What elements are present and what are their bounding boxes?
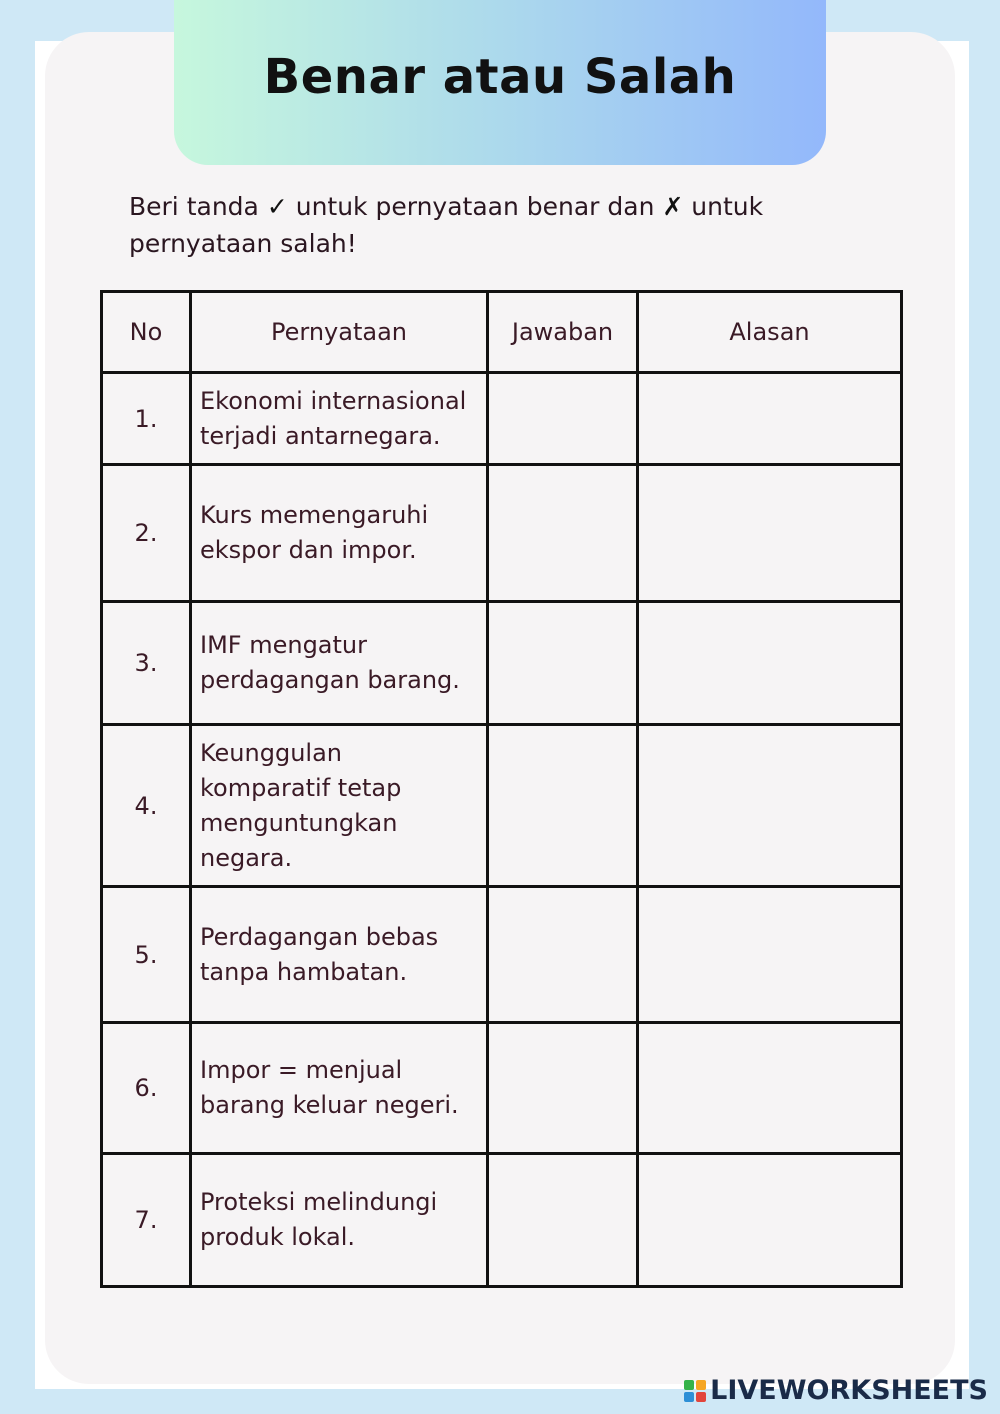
answer-cell[interactable] — [488, 465, 638, 602]
table-row — [102, 1154, 902, 1287]
reason-cell[interactable] — [638, 602, 902, 725]
row-number: 5. — [102, 887, 191, 1023]
answer-cell[interactable] — [488, 725, 638, 887]
title-banner — [174, 0, 826, 165]
logo-grid-icon — [684, 1380, 706, 1402]
table-row — [102, 602, 902, 725]
row-number: 3. — [102, 602, 191, 725]
table-row — [102, 1023, 902, 1154]
reason-cell[interactable] — [638, 725, 902, 887]
reason-cell[interactable] — [638, 1154, 902, 1287]
liveworksheets-logo — [684, 1375, 988, 1406]
cross-icon: ✗ — [662, 192, 684, 221]
reason-cell[interactable] — [638, 887, 902, 1023]
check-icon: ✓ — [266, 192, 288, 221]
table-header-row — [102, 292, 902, 373]
statement-cell: IMF mengatur perdagangan barang. — [191, 602, 488, 725]
statement-cell: Perdagangan bebas tanpa hambatan. — [191, 887, 488, 1023]
row-number: 6. — [102, 1023, 191, 1154]
statement-cell: Ekonomi internasional terjadi antarnegara. — [191, 373, 488, 465]
reason-cell[interactable] — [638, 373, 902, 465]
table-row — [102, 887, 902, 1023]
statement-cell: Keunggulan komparatif tetap menguntungkan negara. — [191, 725, 488, 887]
statement-cell: Kurs memengaruhi ekspor dan impor. — [191, 465, 488, 602]
reason-cell[interactable] — [638, 465, 902, 602]
header-pernyataan: Pernyataan — [191, 292, 488, 373]
page-title: Benar atau Salah — [263, 48, 737, 105]
answer-cell[interactable] — [488, 1023, 638, 1154]
true-false-table — [100, 290, 903, 1288]
table-row — [102, 373, 902, 465]
reason-cell[interactable] — [638, 1023, 902, 1154]
answer-cell[interactable] — [488, 887, 638, 1023]
statement-cell: Impor = menjual barang keluar negeri. — [191, 1023, 488, 1154]
table-row — [102, 725, 902, 887]
header-alasan: Alasan — [638, 292, 902, 373]
row-number: 7. — [102, 1154, 191, 1287]
logo-text: LIVEWORKSHEETS — [710, 1375, 988, 1406]
answer-cell[interactable] — [488, 602, 638, 725]
row-number: 1. — [102, 373, 191, 465]
table-row — [102, 465, 902, 602]
instruction-text: Beri tanda ✓ untuk pernyataan benar dan ✗ untuk pernyataan salah! — [129, 192, 764, 258]
row-number: 4. — [102, 725, 191, 887]
answer-cell[interactable] — [488, 1154, 638, 1287]
answer-cell[interactable] — [488, 373, 638, 465]
row-number: 2. — [102, 465, 191, 602]
header-jawaban: Jawaban — [488, 292, 638, 373]
header-no: No — [102, 292, 191, 373]
statement-cell: Proteksi melindungi produk lokal. — [191, 1154, 488, 1287]
